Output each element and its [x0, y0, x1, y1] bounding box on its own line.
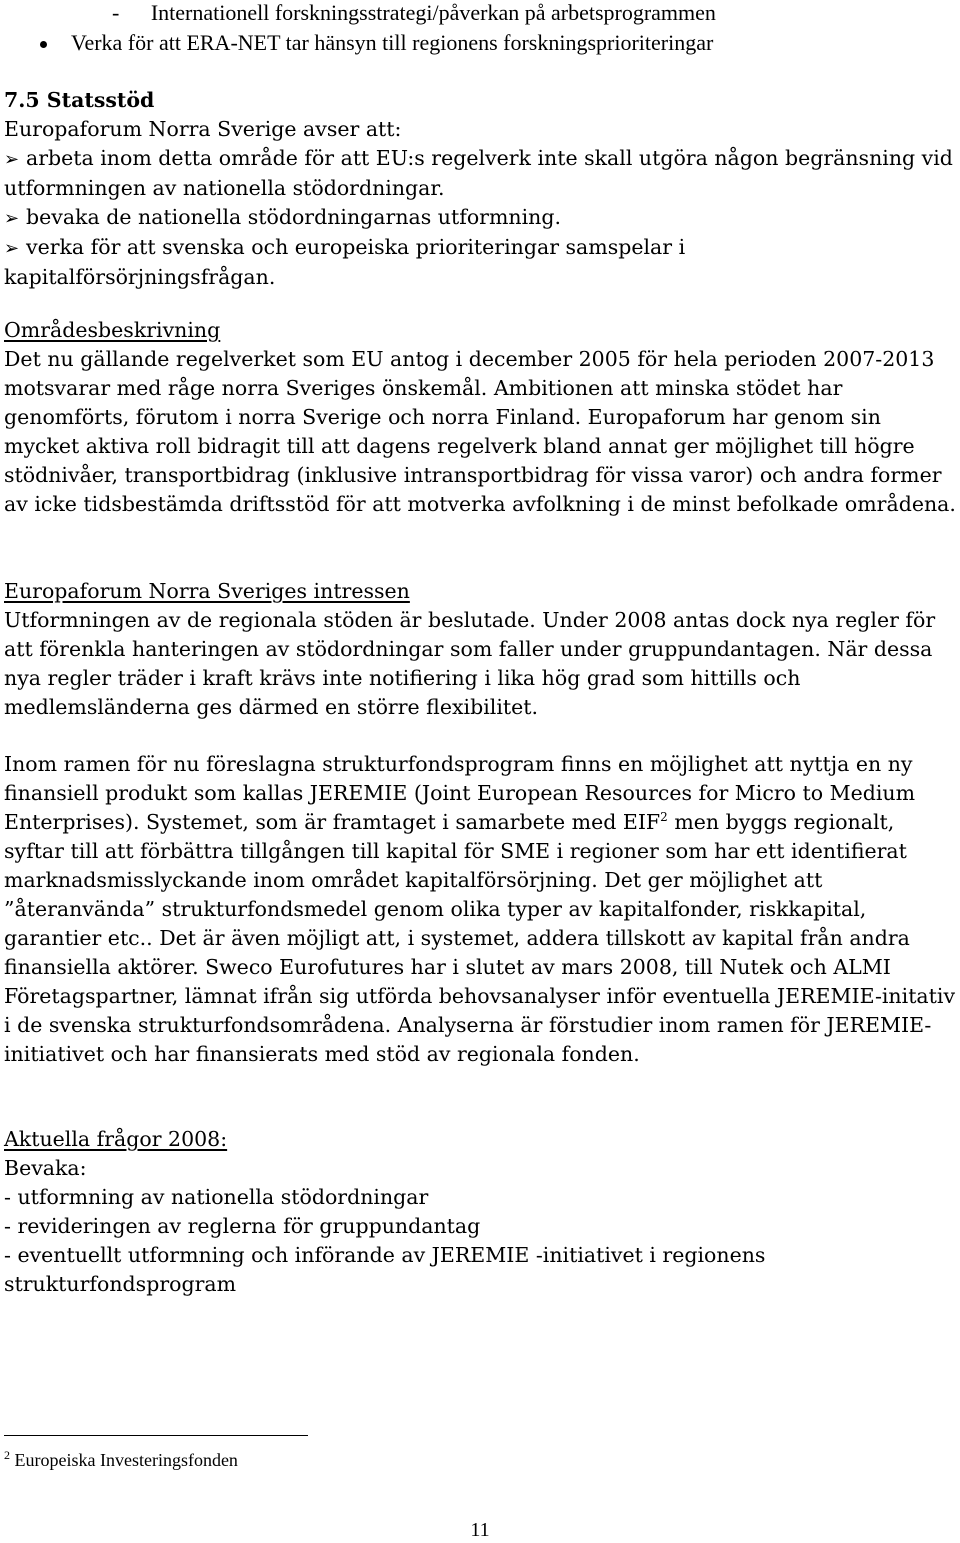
paragraph-text: men byggs regionalt, syftar till att förbättra tillgången till kapital för SME i regioner som har ett identifierat marknadsmisslyckande inom området kapitalförsörjning. Det ger möjlighet att ”återanvända” strukturfondsmedel genom olika typer av kapitalfonder, riskkapital, garantier etc.. Det är även möjligt att, i systemet, addera tillskott av kapital från andra finansiella aktörer. Sweco Eurofutures har i slutet av mars 2008, till Nutek och ALMI Företagspartner, lämnat ifrån sig utförda behovsanalyser inför eventuella JEREMIE-initativ i de svenska strukturfondsområdena. Analyserna är förstudier inom ramen för JEREMIE-initiativet och har finansierats med stöd av regionala fonden. — [4, 810, 956, 1066]
footnote-number: 2 — [4, 1448, 10, 1462]
arrow-bullet-icon: ➢ — [4, 208, 20, 229]
footnote-reference[interactable]: 2 — [660, 810, 668, 825]
dash-item-text: Internationell forskningsstrategi/påverkan på arbetsprogrammen — [150, 0, 716, 25]
footnote-separator — [4, 1435, 308, 1436]
subsection-heading: Europaforum Norra Sveriges intressen — [4, 579, 410, 603]
list-item: - utformning av nationella stödordningar — [4, 1185, 429, 1209]
section-statsstod — [4, 86, 956, 292]
section-intro: Europaforum Norra Sverige avser att: — [4, 117, 402, 141]
paragraph: Det nu gällande regelverket som EU antog i december 2005 för hela perioden 2007-2013 motsvarar med råge norra Sveriges önskemål. Ambitionen att minska stödet har genomförts, förutom i norra Sverige och norra Finland. Europaforum har genom sin mycket aktiva roll bidragit till att dagens regelverk bland annat ger möjlighet till högre stödnivåer, transportbidrag (inklusive intransportbidrag för vissa varor) och andra former av icke tidsbestämda driftsstöd för att motverka avfolkning i de minst befolkade områdena. — [4, 347, 956, 516]
arrow-bullet-icon: ➢ — [4, 149, 20, 170]
subsection-sub: Bevaka: — [4, 1156, 87, 1180]
arrow-item-text: verka för att svenska och europeiska prioriteringar samspelar i kapitalförsörjningsfrågan. — [4, 235, 686, 289]
section-heading: 7.5 Statsstöd — [4, 88, 155, 112]
paragraph: Utformningen av de regionala stöden är beslutade. Under 2008 antas dock nya regler för att förenkla hanteringen av stödordningar som faller under gruppundantagen. När dessa nya regler träder i kraft krävs inte notifiering i lika hög grad som hittills och medlemsländerna ges därmed en större flexibilitet. — [4, 608, 936, 719]
list-item: - revideringen av reglerna för gruppundantag — [4, 1214, 481, 1238]
arrow-item-text: bevaka de nationella stödordningarnas utformning. — [26, 205, 562, 229]
subsection-heading: Områdesbeskrivning — [4, 318, 221, 342]
arrow-list-item — [4, 144, 956, 203]
footnote-text: Europeiska Investeringsfonden — [14, 1450, 238, 1470]
arrow-item-text: arbeta inom detta område för att EU:s regelverk inte skall utgöra någon begränsning vid utformningen av nationella stödordningar. — [4, 146, 953, 200]
section-intressen — [4, 577, 956, 722]
bullet-list-item — [30, 28, 713, 57]
list-item: - eventuellt utformning och införande av JEREMIE -initiativet i regionens strukturfondsprogram — [4, 1243, 766, 1296]
arrow-bullet-icon: ➢ — [4, 238, 20, 259]
footnote — [4, 1447, 238, 1473]
bullet-dot-icon — [40, 41, 47, 48]
arrow-list-item — [4, 203, 956, 233]
arrow-list-item — [4, 233, 956, 292]
subsection-heading: Aktuella frågor 2008: — [4, 1127, 228, 1151]
bullet-item-text: Verka för att ERA-NET tar hänsyn till regionens forskningsprioriteringar — [71, 30, 714, 55]
section-aktuella — [4, 1125, 956, 1299]
paragraph-jeremie — [4, 750, 956, 1069]
dash-list-item — [112, 0, 716, 27]
section-omradesbeskrivning — [4, 316, 956, 519]
paragraph-text: Inom ramen för nu föreslagna strukturfondsprogram finns en möjlighet att nyttja en ny finansiell produkt som kallas JEREMIE (Joint European Resources for Micro to Medium Enterprises). Systemet, som är framtaget i samarbete med EIF — [4, 752, 916, 834]
dash-marker: - — [112, 0, 120, 25]
page-number: 11 — [470, 1519, 490, 1541]
